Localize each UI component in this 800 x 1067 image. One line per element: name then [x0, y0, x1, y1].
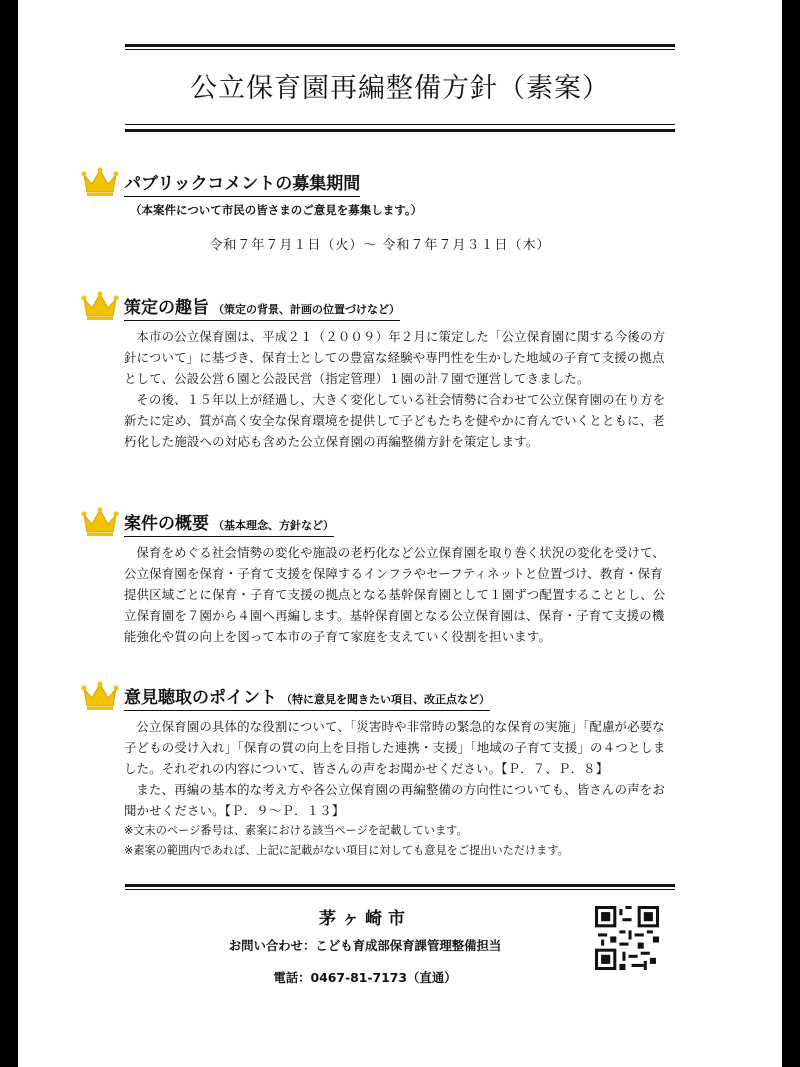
section-heading: パブリックコメントの募集期間: [124, 169, 360, 197]
title-top-rule: [125, 44, 675, 47]
city-name: 茅ヶ崎市: [319, 909, 411, 929]
paragraph: その後、１５年以上が経過し、大きく変化している社会情勢に合わせて公立保育園の在り方を新たに定め、質が高く安全な保育環境を提供して子どもたちを健やかに育んでいくとともに、老朽化した施設への対応も含めた公立保育園の再編整備方針を策定します。: [124, 392, 666, 449]
footnote: ※文末のページ番号は、素案における該当ページを記載しています。: [124, 824, 468, 837]
section-comment-period: [80, 166, 680, 253]
footnote: ※素案の範囲内であれば、上記に記載がない項目に対しても意見をご提出いただけます。: [124, 844, 569, 857]
title-bottom-rule-thin: [125, 124, 675, 125]
crown-icon: [80, 290, 120, 322]
section-overview: [80, 506, 680, 647]
footer-top-rule: [125, 884, 675, 887]
paragraph: 本市の公立保育園は、平成２１（２００９）年２月に策定した「公立保育園に関する今後の方針について」に基づき、保育士としての豊富な経験や専門性を生かした地域の子育て支援の拠点として、公設公営６園と公設民営（指定管理）１園の計７園で運営してきました。: [124, 329, 666, 386]
paragraph: また、再編の基本的な考え方や各公立保育園の再編整備の方向性についても、皆さんの声をお聞かせください。【Ｐ．９～Ｐ．１３】: [124, 782, 665, 818]
section-note: （本案件について市民の皆さまのご意見を募集します。）: [130, 203, 423, 217]
section-heading: 案件の概要 （基本理念、方針など）: [124, 509, 334, 537]
qr-code-icon[interactable]: [595, 906, 659, 970]
phone-number: 電話：0467-81-7173（直通）: [273, 970, 457, 985]
crown-icon: [80, 680, 120, 712]
crown-icon: [80, 506, 120, 538]
section-heading: 意見聴取のポイント （特に意見を聞きたい項目、改正点など）: [124, 683, 490, 711]
contact-info: お問い合わせ：こども育成部保育課管理整備担当: [228, 938, 502, 953]
title-top-rule-thin: [125, 49, 675, 50]
section-points: [80, 680, 680, 861]
title-bottom-rule: [125, 129, 675, 132]
paragraph: 保育をめぐる社会情勢の変化や施設の老朽化など公立保育園を取り巻く状況の変化を受けて、公立保育園を保育・子育て支援を保障するインフラやセーフティネットと位置づけ、教育・保育提供区域ごとに保育・子育て支援の拠点となる基幹保育園として１園ずつ配置することとし、公立保育園を７園から４園へ再編します。基幹保育園となる公立保育園は、保育・子育て支援の機能強化や質の向上を図って本市の子育て家庭を支えていく役割を担います。: [124, 545, 666, 644]
title-block: [125, 44, 675, 134]
comment-period: 令和７年７月１日（火）～ 令和７年７月３１日（木）: [209, 238, 551, 253]
footer-top-rule-thin: [125, 889, 675, 890]
paragraph: 公立保育園の具体的な役割について、「災害時や非常時の緊急的な保育の実施」「配慮が必要な子どもの受け入れ」「保育の質の向上を目指した連携・支援」「地域の子育て支援」の４つとしました。それぞれの内容について、皆さんの声をお聞かせください。【Ｐ．７、Ｐ．８】: [124, 719, 666, 776]
footer: [125, 884, 675, 994]
section-purpose: [80, 290, 680, 452]
document-page: [18, 0, 782, 1067]
section-heading: 策定の趣旨 （策定の背景、計画の位置づけなど）: [124, 293, 400, 321]
crown-icon: [80, 166, 120, 198]
page-title: 公立保育園再編整備方針（素案）: [190, 73, 610, 104]
